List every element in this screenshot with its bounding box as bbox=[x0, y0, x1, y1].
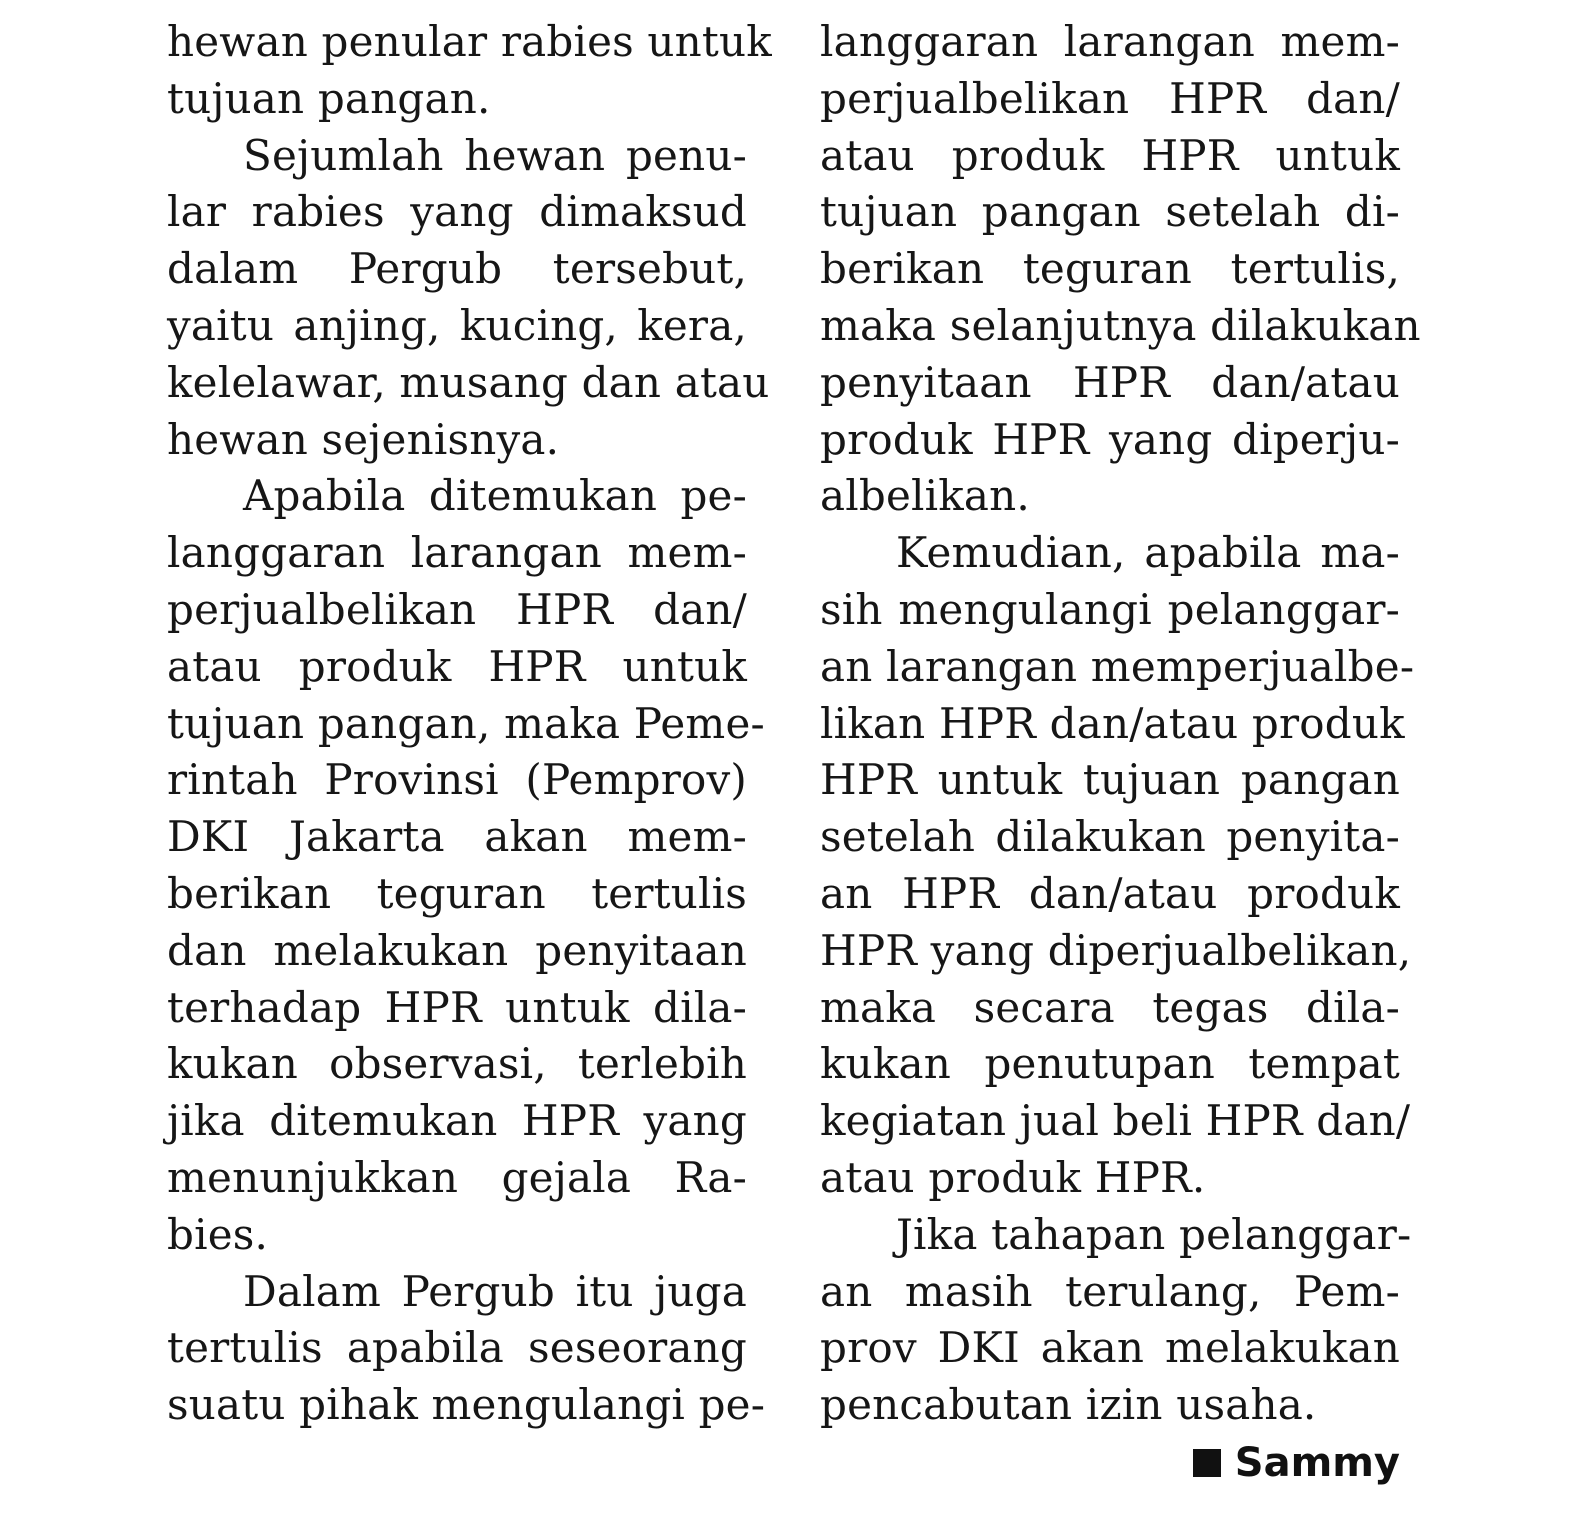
text-line: kukan penutupan tempat bbox=[820, 1039, 1400, 1089]
text-line: terhadap HPR untuk dila- bbox=[167, 982, 747, 1032]
text-line: hewan penular rabies untuk bbox=[167, 17, 772, 66]
text-line: Kemudian, apabila ma- bbox=[896, 528, 1400, 578]
text-line: hewan sejenisnya. bbox=[167, 414, 560, 464]
text-line: dan melakukan penyitaan bbox=[167, 925, 747, 975]
text-line: dalam Pergub tersebut, bbox=[167, 244, 747, 294]
black-square-icon bbox=[1193, 1449, 1221, 1477]
text-line: kukan observasi, terlebih bbox=[167, 1039, 747, 1089]
text-line: sih mengulangi pelanggar- bbox=[820, 584, 1400, 634]
text-line: Apabila ditemukan pe- bbox=[243, 471, 747, 521]
text-line: kegiatan jual beli HPR dan/ bbox=[820, 1096, 1411, 1146]
text-line: maka selanjutnya dilakukan bbox=[820, 300, 1421, 350]
text-line: an larangan memperjualbe- bbox=[820, 641, 1415, 691]
text-line: menunjukkan gejala Ra- bbox=[167, 1152, 747, 1202]
text-line: tujuan pangan. bbox=[167, 73, 491, 123]
text-line: atau produk HPR untuk bbox=[167, 641, 747, 691]
text-line: Sejumlah hewan penu- bbox=[243, 130, 747, 180]
text-line: tujuan pangan setelah di- bbox=[820, 187, 1400, 237]
text-line: penyitaan HPR dan/atau bbox=[820, 357, 1400, 407]
text-line: berikan teguran tertulis bbox=[167, 868, 747, 918]
text-line: an masih terulang, Pem- bbox=[820, 1266, 1400, 1316]
text-line: jika ditemukan HPR yang bbox=[167, 1096, 747, 1146]
text-line: atau produk HPR. bbox=[820, 1152, 1206, 1202]
text-line: perjualbelikan HPR dan/ bbox=[167, 584, 747, 634]
text-line: setelah dilakukan penyita- bbox=[820, 812, 1400, 862]
text-line: Dalam Pergub itu juga bbox=[243, 1266, 747, 1316]
text-line: yaitu anjing, kucing, kera, bbox=[167, 300, 747, 350]
text-line: DKI Jakarta akan mem- bbox=[167, 812, 747, 862]
text-line: tujuan pangan, maka Peme- bbox=[167, 698, 765, 748]
text-line: kelelawar, musang dan atau bbox=[167, 357, 770, 407]
text-line: HPR yang diperjualbelikan, bbox=[820, 925, 1412, 975]
text-line: prov DKI akan melakukan bbox=[820, 1323, 1400, 1373]
text-line: an HPR dan/atau produk bbox=[820, 868, 1400, 918]
text-line: produk HPR yang diperju- bbox=[820, 414, 1400, 464]
text-line: bies. bbox=[167, 1209, 269, 1259]
text-line: langgaran larangan mem- bbox=[820, 17, 1400, 66]
text-line: rintah Provinsi (Pemprov) bbox=[167, 755, 747, 805]
text-line: suatu pihak mengulangi pe- bbox=[167, 1380, 766, 1430]
byline-author: Sammy bbox=[1234, 1440, 1400, 1486]
text-line: lar rabies yang dimaksud bbox=[167, 187, 747, 237]
text-line: langgaran larangan mem- bbox=[167, 528, 747, 578]
text-line: albelikan. bbox=[820, 471, 1030, 521]
byline bbox=[1193, 1440, 1400, 1486]
text-line: maka secara tegas dila- bbox=[820, 982, 1400, 1032]
article-column-right bbox=[820, 14, 1421, 1434]
article-column-left bbox=[167, 14, 772, 1434]
text-line: Jika tahapan pelanggar- bbox=[896, 1209, 1412, 1259]
text-line: atau produk HPR untuk bbox=[820, 130, 1400, 180]
text-line: HPR untuk tujuan pangan bbox=[820, 755, 1400, 805]
text-line: berikan teguran tertulis, bbox=[820, 244, 1400, 294]
text-line: tertulis apabila seseorang bbox=[167, 1323, 747, 1373]
text-line: likan HPR dan/atau produk bbox=[820, 698, 1405, 748]
text-line: pencabutan izin usaha. bbox=[820, 1380, 1317, 1430]
text-line: perjualbelikan HPR dan/ bbox=[820, 73, 1400, 123]
